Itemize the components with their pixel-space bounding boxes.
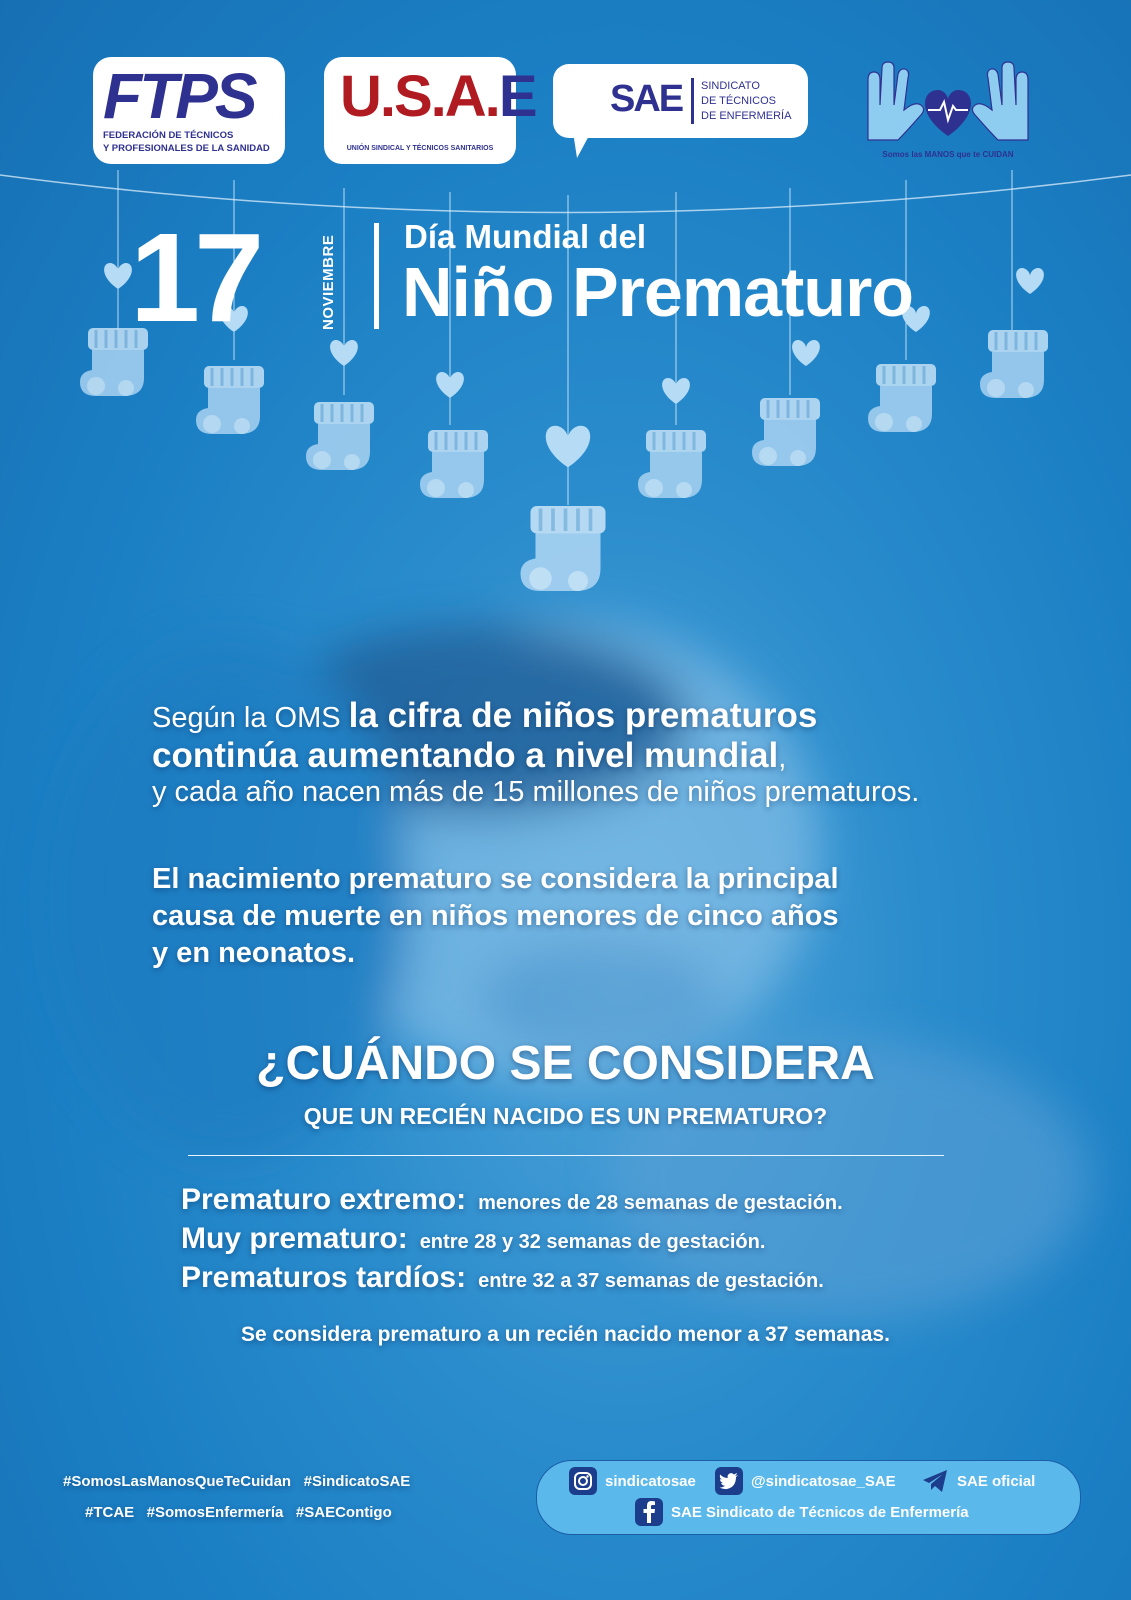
sae-logo <box>553 64 808 138</box>
facebook-icon <box>635 1498 663 1526</box>
ftps-logo <box>93 57 285 164</box>
day-number: 17 <box>130 207 259 348</box>
twitter-icon <box>715 1467 743 1495</box>
manos-logo-tagline: Somos las MANOS que te CUIDAN <box>882 150 1014 159</box>
month-label: NOVIEMBRE <box>320 234 337 330</box>
title-divider <box>374 223 379 329</box>
facebook-link[interactable]: SAE Sindicato de Técnicos de Enfermería <box>635 1498 969 1526</box>
instagram-icon <box>569 1467 597 1495</box>
social-links <box>536 1460 1081 1535</box>
definition-late: Prematuros tardíos: entre 32 a 37 semanas de gestación. <box>181 1261 824 1294</box>
usae-logo <box>324 57 536 164</box>
cause-paragraph: El nacimiento prematuro se considera la principal causa de muerte en niños menores de cinco años y en neonatos. <box>152 863 839 969</box>
hashtags-line-1: #SomosLasManosQueTeCuidan #SindicatoSAE <box>63 1473 411 1490</box>
sae-logo-subtitle: SINDICATO DE TÉCNICOS DE ENFERMERÍA <box>701 80 792 122</box>
manos-logo <box>858 60 1038 164</box>
intro-paragraph: Según la OMS la cifra de niños prematuros continúa aumentando a nivel mundial, y cada año nacen más de 15 millones de niños prematuros. <box>152 696 920 808</box>
instagram-link[interactable]: sindicatosae <box>569 1467 696 1495</box>
usae-logo-name: U.S.A.E <box>340 64 536 129</box>
hands-heart-icon <box>858 60 1038 150</box>
page-title: Niño Prematuro <box>402 253 914 331</box>
telegram-link[interactable]: SAE oficial <box>921 1467 1035 1495</box>
definition-very: Muy prematuro: entre 28 y 32 semanas de gestación. <box>181 1222 766 1255</box>
twitter-link[interactable]: @sindicatosae_SAE <box>715 1467 896 1495</box>
premature-note: Se considera prematuro a un recién nacido menor a 37 semanas. <box>241 1323 890 1346</box>
question-title: ¿CUÁNDO SE CONSIDERA <box>256 1037 875 1090</box>
question-subtitle: QUE UN RECIÉN NACIDO ES UN PREMATURO? <box>303 1103 828 1129</box>
definition-extreme: Prematuro extremo: menores de 28 semanas de gestación. <box>181 1183 843 1216</box>
section-divider <box>188 1155 944 1156</box>
sae-logo-divider <box>691 78 694 124</box>
sae-logo-name: SAE <box>610 78 683 120</box>
usae-logo-subtitle: UNIÓN SINDICAL Y TÉCNICOS SANITARIOS <box>346 145 494 152</box>
telegram-icon <box>921 1467 949 1495</box>
ftps-logo-name: FTPS <box>103 60 255 132</box>
ftps-logo-subtitle: FEDERACIÓN DE TÉCNICOS Y PROFESIONALES DE LA SANIDAD <box>103 130 270 154</box>
hashtags-line-2: #TCAE #SomosEnfermería #SAEContigo <box>85 1504 392 1521</box>
title-small: Día Mundial del <box>404 218 647 255</box>
